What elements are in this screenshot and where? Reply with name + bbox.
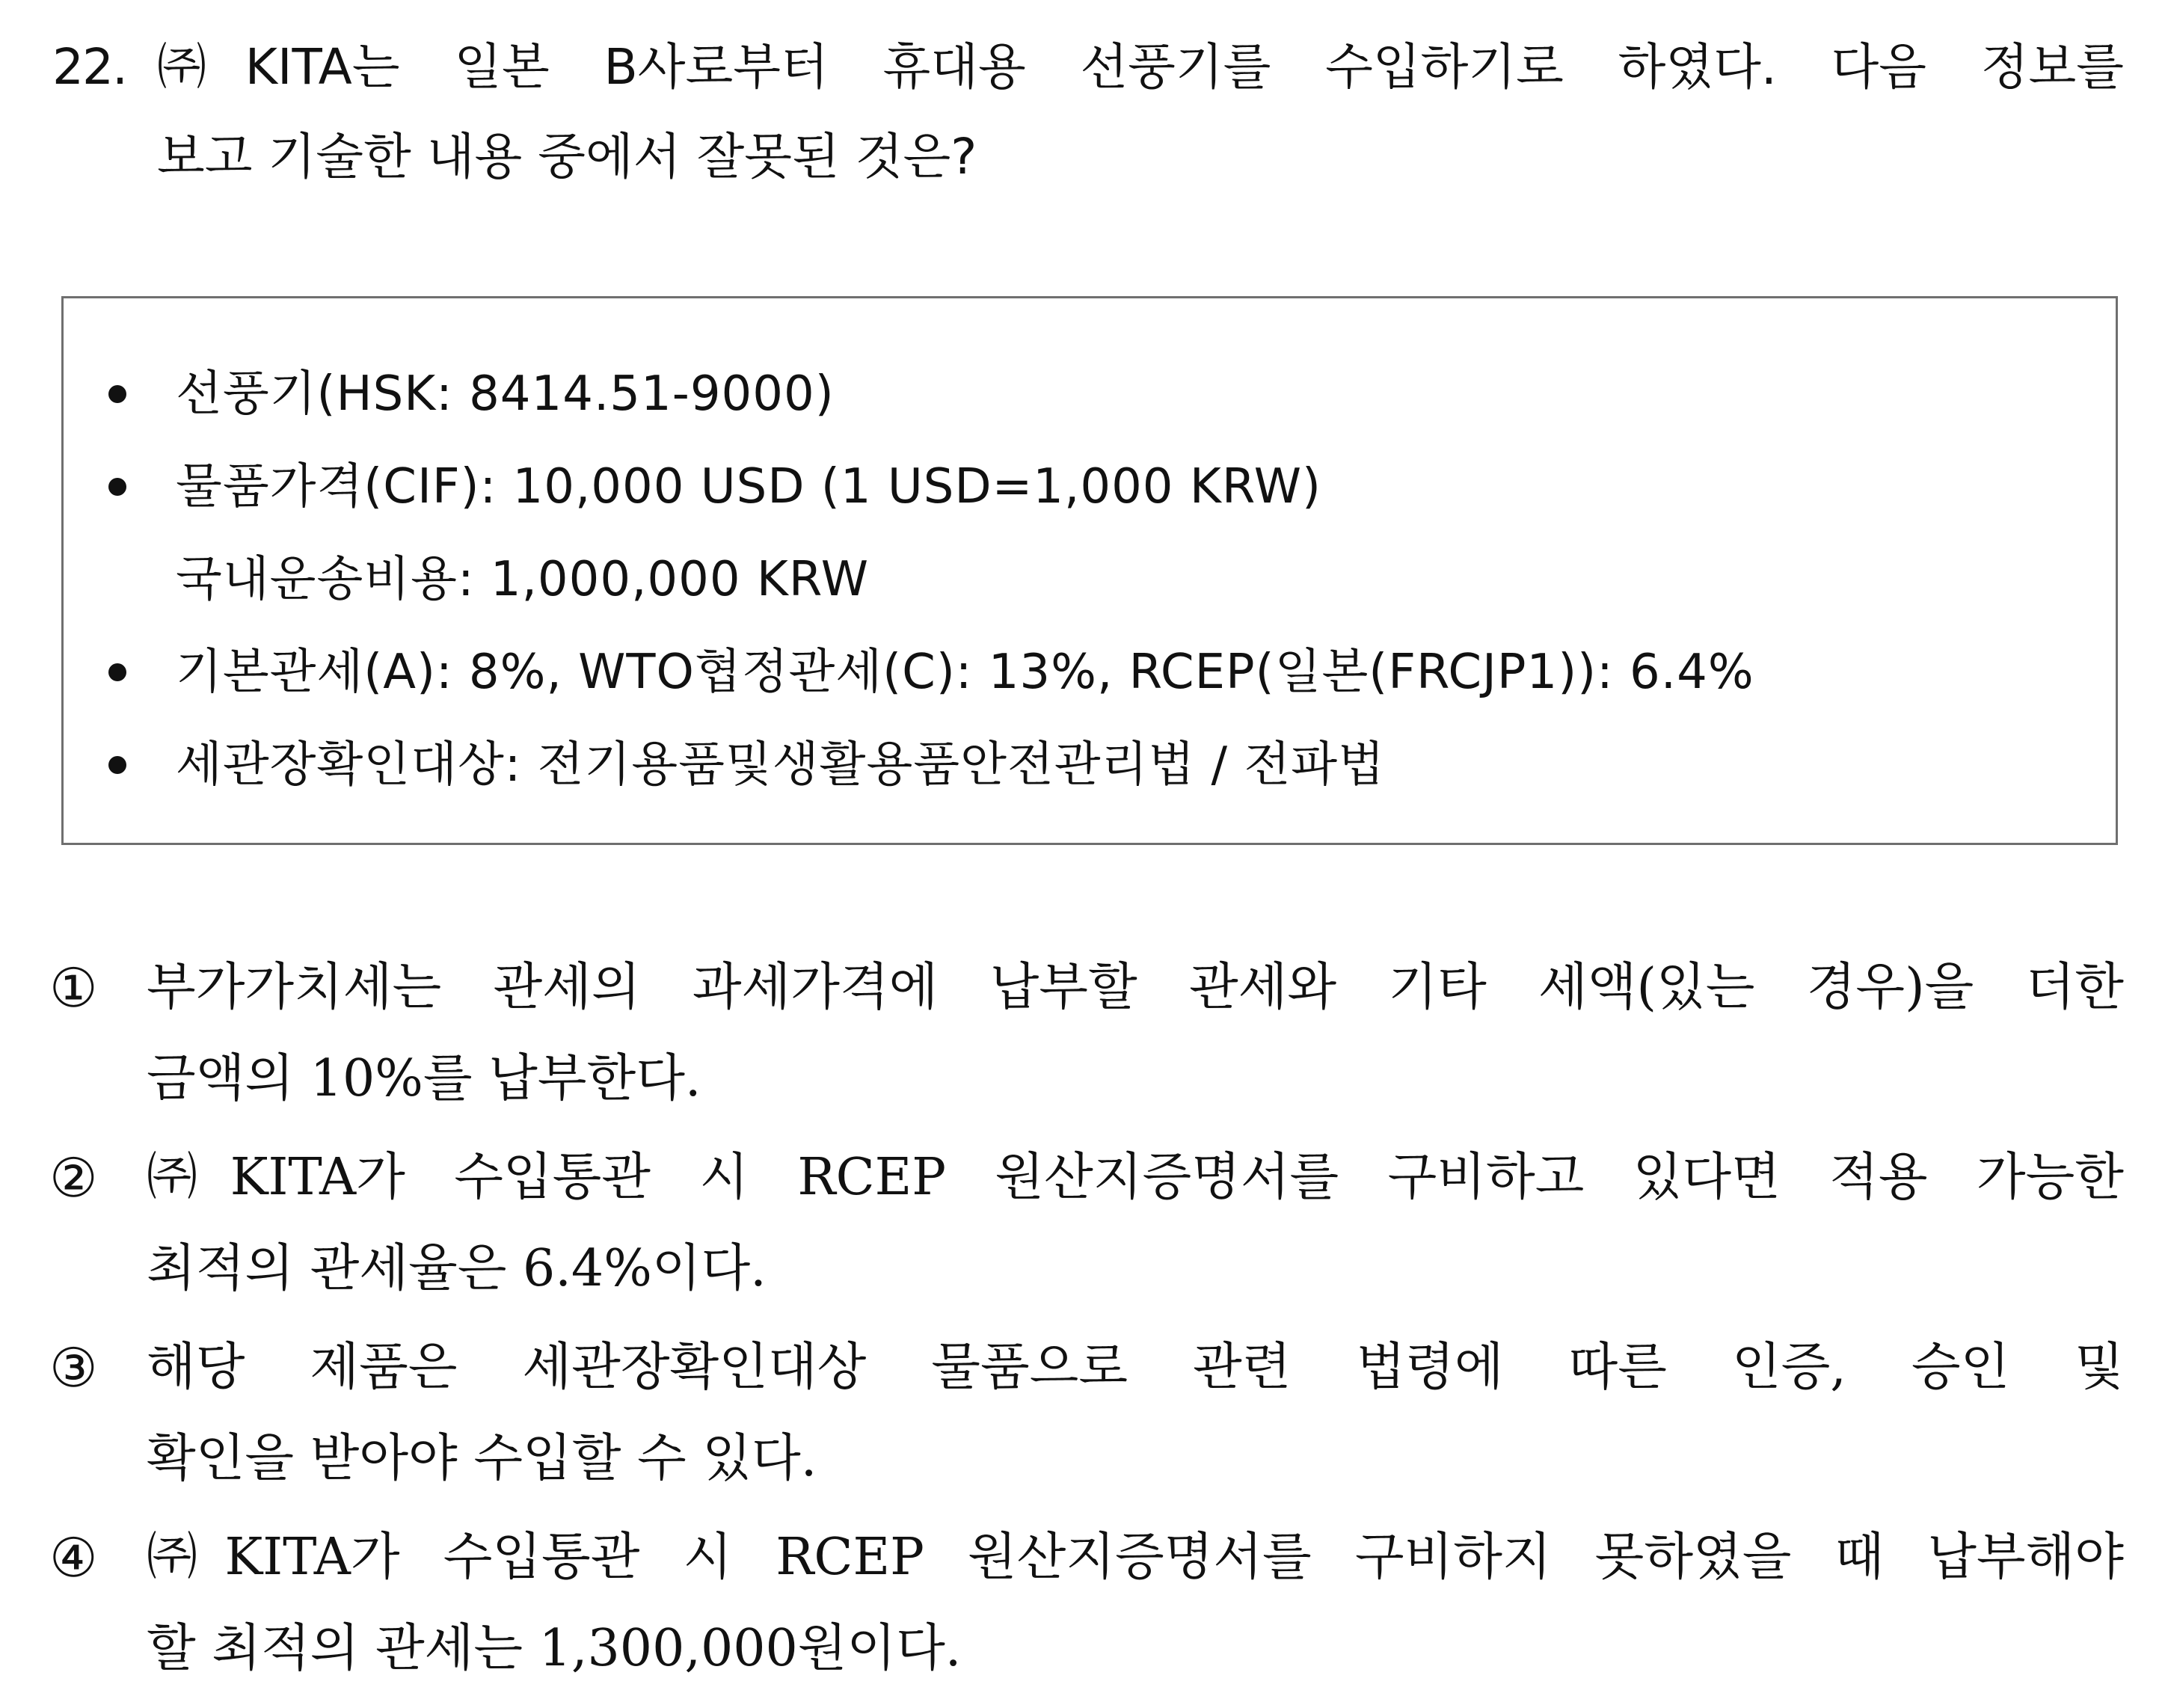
info-row-domestic-shipping (64, 533, 2116, 626)
answer-options (49, 942, 2124, 1702)
info-text: 국내운송비용: 1,000,000 KRW (176, 552, 870, 607)
info-text: 세관장확인대상: 전기용품및생활용품안전관리법 / 전파법 (176, 737, 1385, 793)
bullet-icon (108, 663, 126, 681)
option-number: ① (49, 956, 98, 1019)
option-text-line-2: 최적의 관세율은 6.4%이다. (147, 1239, 767, 1298)
info-row-customs-confirmation (64, 719, 2116, 811)
option-text-line-1: 해당 제품은 세관장확인대상 물품으로 관련 법령에 따른 인증, 승인 및 (147, 1338, 2124, 1397)
option-text-line-2: 할 최적의 관세는 1,300,000원이다. (147, 1619, 962, 1678)
option-text-line-1: ㈜KITA가 수입통관 시 RCEP 원산지증명서를 구비하지 못하였을 때 납부해야 (147, 1528, 2124, 1587)
question-number: 22. (52, 38, 126, 96)
info-box (61, 296, 2118, 845)
info-text: 물품가격(CIF): 10,000 USD (1 USD=1,000 KRW) (176, 459, 1321, 514)
info-text: 기본관세(A): 8%, WTO협정관세(C): 13%, RCEP(일본(FRCJP1)): 6.4% (176, 645, 1754, 700)
question-line-1 (52, 22, 2124, 112)
option-number: ② (49, 1146, 98, 1209)
option-text-line-1: 부가가치세는 관세의 과세가격에 납부할 관세와 기타 세액(있는 경우)을 더한 (147, 958, 2124, 1017)
info-list (64, 348, 2116, 811)
bullet-icon (108, 385, 126, 403)
option-3[interactable] (49, 1322, 2124, 1505)
question-text-line-1: ㈜KITA는 일본 B사로부터 휴대용 선풍기를 수입하기로 하였다. 다음 정보를 (157, 38, 2124, 96)
option-4[interactable] (49, 1512, 2124, 1695)
question-text-line-2: 보고 기술한 내용 중에서 잘못된 것은? (157, 128, 977, 185)
option-1[interactable] (49, 942, 2124, 1125)
option-text-line-2: 확인을 받아야 수입할 수 있다. (147, 1429, 817, 1488)
option-number: ③ (49, 1336, 98, 1399)
question (52, 22, 2124, 202)
bullet-icon (108, 756, 126, 774)
option-text-line-1: ㈜KITA가 수입통관 시 RCEP 원산지증명서를 구비하고 있다면 적용 가능한 (147, 1148, 2124, 1207)
info-text: 선풍기(HSK: 8414.51-9000) (176, 366, 835, 422)
option-number: ④ (49, 1526, 98, 1589)
bullet-icon (108, 478, 126, 496)
info-row-tariff-rates (64, 626, 2116, 719)
option-2[interactable] (49, 1132, 2124, 1315)
option-text-line-2: 금액의 10%를 납부한다. (147, 1049, 701, 1108)
info-row-hsk (64, 348, 2116, 440)
info-row-price (64, 440, 2116, 533)
